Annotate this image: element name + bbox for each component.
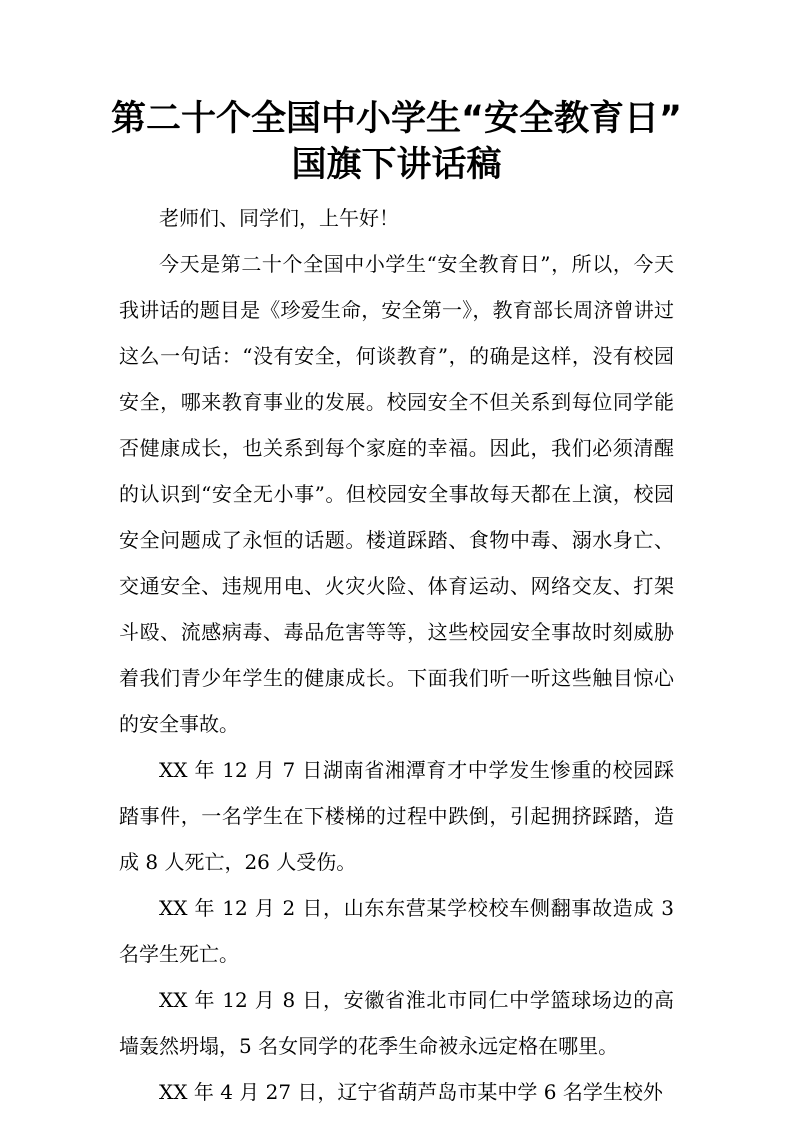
paragraph-greeting: 老师们、同学们，上午好！ xyxy=(159,206,399,230)
paragraph-incident-xiangtan: XX 年 12 月 7 日湖南省湘潭育才中学发生惨重的校园踩踏事件，一名学生在下楼梯的过程中跌倒，引起拥挤踩踏，造成 8 人死亡，26 人受伤。 xyxy=(119,758,674,874)
document-title-line-1: 第二十个全国中小学生“安全教育日” xyxy=(110,99,682,139)
paragraph-introduction: 今天是第二十个全国中小学生“安全教育日”，所以，今天我讲话的题目是《珍爱生命，安全第一》，教育部长周济曾讲过这么一句话：“没有安全，何谈教育”，的确是这样，没有校园安全，哪来教育事业的发展。校园安全不但关系到每位同学能否健康成长，也关系到每个家庭的幸福。因此，我们必须清醒的认识到“安全无小事”。但校园安全事故每天都在上演，校园安全问题成了永恒的话题。楼道踩踏、食物中毒、溺水身亡、交通安全、违规用电、火灾火险、体育运动、网络交友、打架斗殴、流感病毒、毒品危害等等，这些校园安全事故时刻威胁着我们青少年学生的健康成长。下面我们听一听这些触目惊心的安全事故。 xyxy=(119,252,674,736)
paragraph-incident-huaibei: XX 年 12 月 8 日，安徽省淮北市同仁中学篮球场边的高墙轰然坍塌，5 名女同学的花季生命被永远定格在哪里。 xyxy=(119,988,674,1058)
document-body xyxy=(119,195,674,1115)
document-title-line-2: 国旗下讲话稿 xyxy=(291,145,502,185)
paragraph-incident-huludao: XX 年 4 月 27 日，辽宁省葫芦岛市某中学 6 名学生校外 xyxy=(159,1080,663,1104)
paragraph-incident-dongying: XX 年 12 月 2 日，山东东营某学校校车侧翻事故造成 3 名学生死亡。 xyxy=(119,896,674,966)
